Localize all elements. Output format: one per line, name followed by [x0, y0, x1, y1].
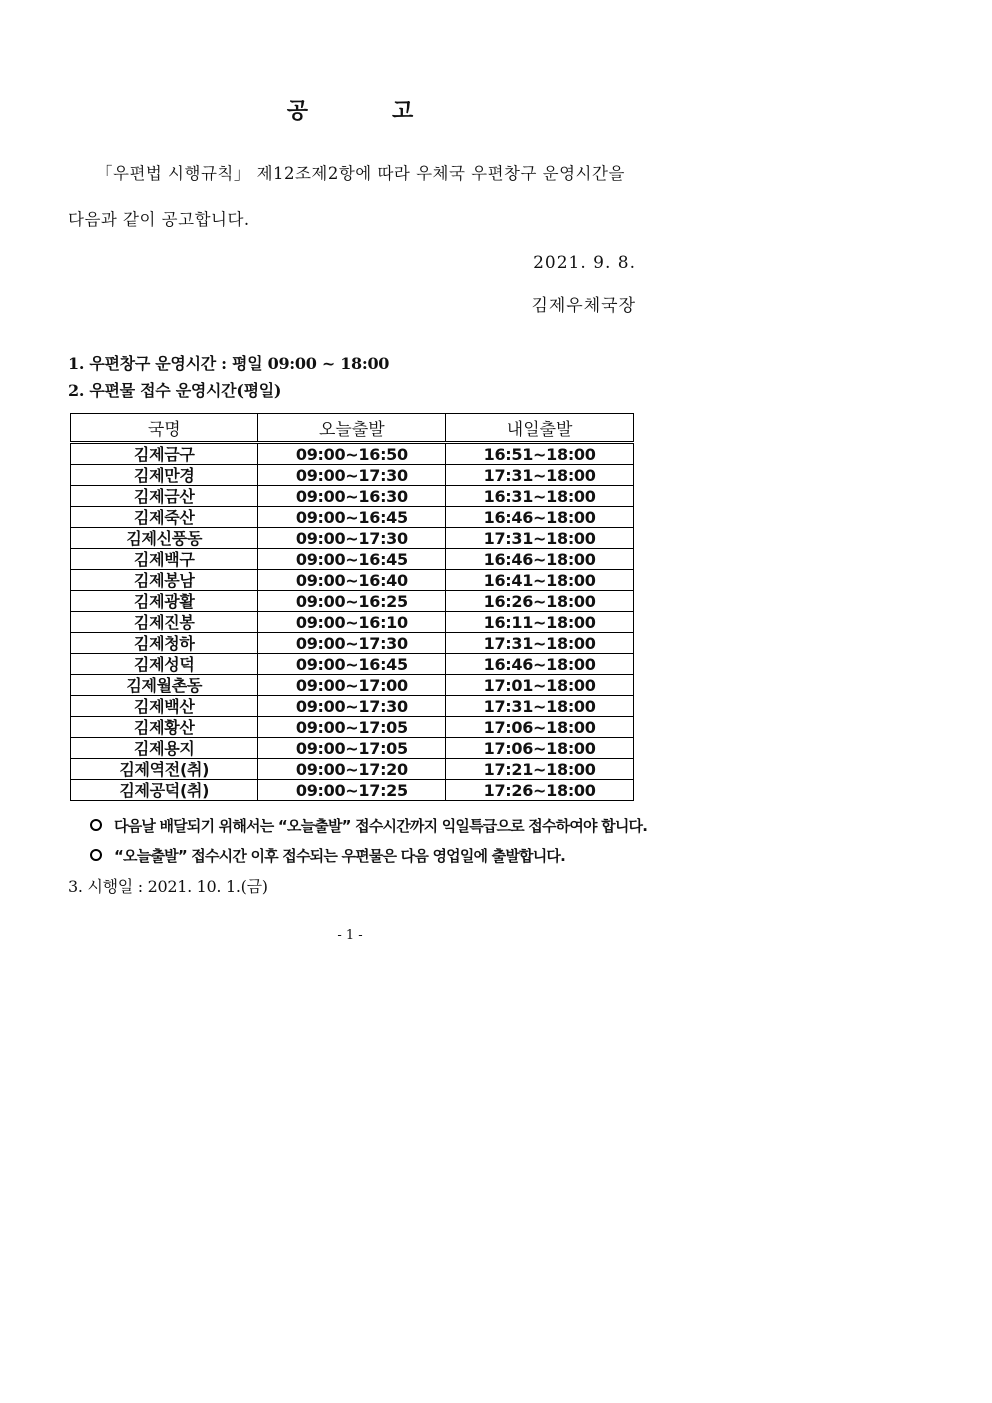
- cell-tomorrow: 16:46~18:00: [446, 507, 634, 528]
- schedule-table: [70, 413, 634, 801]
- cell-office: 김제금산: [71, 486, 258, 507]
- table-row: [71, 465, 634, 486]
- signer: 김제우체국장: [531, 296, 636, 316]
- cell-office: 김제역전(취): [71, 759, 258, 780]
- cell-office: 김제죽산: [71, 507, 258, 528]
- note-2-text: “오늘출발” 접수시간 이후 접수되는 우편물은 다음 영업일에 출발합니다.: [114, 847, 565, 865]
- cell-tomorrow: 17:21~18:00: [446, 759, 634, 780]
- cell-today: 09:00~17:20: [258, 759, 446, 780]
- cell-today: 09:00~17:30: [258, 528, 446, 549]
- cell-tomorrow: 17:26~18:00: [446, 780, 634, 801]
- cell-tomorrow: 17:31~18:00: [446, 633, 634, 654]
- cell-tomorrow: 16:51~18:00: [446, 443, 634, 465]
- table-row: [71, 570, 634, 591]
- cell-office: 김제황산: [71, 717, 258, 738]
- header-today: 오늘출발: [258, 414, 446, 443]
- intro-line-1: 「우편법 시행규칙」 제12조제2항에 따라 우체국 우편창구 운영시간을: [96, 164, 625, 183]
- document-title: [0, 94, 700, 125]
- cell-today: 09:00~17:25: [258, 780, 446, 801]
- cell-tomorrow: 17:31~18:00: [446, 465, 634, 486]
- cell-office: 김제신풍동: [71, 528, 258, 549]
- page-number: - 1 -: [337, 928, 363, 943]
- cell-office: 김제백산: [71, 696, 258, 717]
- title-char-2: 고: [392, 98, 414, 124]
- table-row: [71, 696, 634, 717]
- cell-today: 09:00~16:45: [258, 654, 446, 675]
- cell-today: 09:00~17:05: [258, 738, 446, 759]
- table-row: [71, 738, 634, 759]
- header-office: 국명: [71, 414, 258, 443]
- cell-today: 09:00~17:30: [258, 465, 446, 486]
- cell-tomorrow: 16:26~18:00: [446, 591, 634, 612]
- cell-office: 김제광활: [71, 591, 258, 612]
- bullet-circle-icon: [90, 849, 102, 861]
- table-row: [71, 633, 634, 654]
- cell-office: 김제봉남: [71, 570, 258, 591]
- header-tomorrow: 내일출발: [446, 414, 634, 443]
- item-acceptance-hours: 2. 우편물 접수 운영시간(평일): [68, 381, 282, 400]
- cell-tomorrow: 16:41~18:00: [446, 570, 634, 591]
- cell-office: 김제용지: [71, 738, 258, 759]
- note-1: [90, 815, 647, 836]
- title-char-1: 공: [286, 98, 308, 124]
- table-row: [71, 507, 634, 528]
- cell-office: 김제금구: [71, 443, 258, 465]
- table-row: [71, 654, 634, 675]
- cell-today: 09:00~16:45: [258, 549, 446, 570]
- cell-today: 09:00~16:40: [258, 570, 446, 591]
- cell-today: 09:00~16:25: [258, 591, 446, 612]
- table-row: [71, 759, 634, 780]
- table-row: [71, 780, 634, 801]
- table-row: [71, 612, 634, 633]
- cell-today: 09:00~17:30: [258, 696, 446, 717]
- table-row: [71, 717, 634, 738]
- cell-tomorrow: 17:31~18:00: [446, 696, 634, 717]
- cell-tomorrow: 17:06~18:00: [446, 717, 634, 738]
- item-effective-date: 3. 시행일 : 2021. 10. 1.(금): [68, 877, 268, 896]
- item-window-hours: 1. 우편창구 운영시간 : 평일 09:00 ~ 18:00: [68, 354, 390, 373]
- cell-tomorrow: 17:06~18:00: [446, 738, 634, 759]
- cell-office: 김제청하: [71, 633, 258, 654]
- cell-office: 김제만경: [71, 465, 258, 486]
- table-row: [71, 528, 634, 549]
- bullet-circle-icon: [90, 819, 102, 831]
- cell-today: 09:00~16:30: [258, 486, 446, 507]
- table-row: [71, 675, 634, 696]
- notice-date: 2021. 9. 8.: [533, 253, 636, 273]
- cell-today: 09:00~16:50: [258, 443, 446, 465]
- intro-line-2: 다음과 같이 공고합니다.: [68, 210, 250, 229]
- cell-today: 09:00~17:00: [258, 675, 446, 696]
- cell-tomorrow: 16:46~18:00: [446, 549, 634, 570]
- cell-office: 김제진봉: [71, 612, 258, 633]
- cell-tomorrow: 16:31~18:00: [446, 486, 634, 507]
- cell-today: 09:00~17:05: [258, 717, 446, 738]
- cell-office: 김제성덕: [71, 654, 258, 675]
- table-row: [71, 591, 634, 612]
- cell-today: 09:00~16:10: [258, 612, 446, 633]
- cell-today: 09:00~17:30: [258, 633, 446, 654]
- cell-tomorrow: 16:46~18:00: [446, 654, 634, 675]
- table-row: [71, 486, 634, 507]
- cell-office: 김제공덕(취): [71, 780, 258, 801]
- table-row: [71, 549, 634, 570]
- table-row: [71, 443, 634, 465]
- cell-today: 09:00~16:45: [258, 507, 446, 528]
- cell-tomorrow: 16:11~18:00: [446, 612, 634, 633]
- cell-office: 김제백구: [71, 549, 258, 570]
- cell-office: 김제월촌동: [71, 675, 258, 696]
- table-header-row: [71, 414, 634, 443]
- note-2: [90, 845, 565, 866]
- note-1-text: 다음날 배달되기 위해서는 “오늘출발” 접수시간까지 익일특급으로 접수하여야 합니다.: [114, 817, 648, 835]
- cell-tomorrow: 17:31~18:00: [446, 528, 634, 549]
- cell-tomorrow: 17:01~18:00: [446, 675, 634, 696]
